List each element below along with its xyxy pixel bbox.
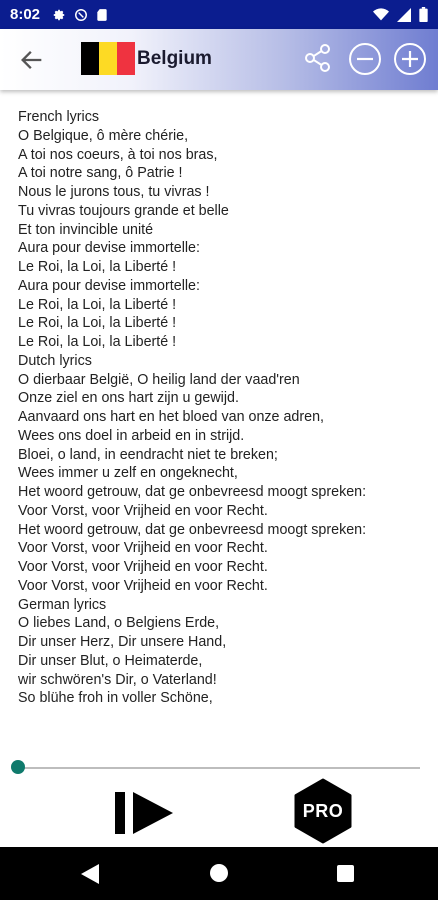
lyric-line: Wees immer u zelf en ongeknecht,	[18, 465, 238, 482]
back-arrow-icon[interactable]	[18, 46, 46, 74]
zoom-in-icon[interactable]	[393, 42, 427, 76]
progress-track[interactable]	[18, 767, 420, 769]
player-controls	[0, 777, 438, 847]
nav-back-icon[interactable]	[81, 864, 99, 884]
lyric-line: Onze ziel en ons hart zijn u gewijd.	[18, 390, 239, 407]
lyric-line: Nous le jurons tous, tu vivras !	[18, 184, 210, 200]
pro-button[interactable]	[292, 778, 354, 844]
lyric-line: Aura pour devise immortelle:	[18, 277, 200, 294]
lyric-line: Le Roi, la Loi, la Liberté !	[18, 296, 177, 313]
wifi-icon	[373, 8, 389, 22]
play-pause-icon[interactable]	[115, 792, 173, 834]
lyric-line: Tu vivras toujours grande et belle	[18, 202, 229, 219]
lyric-line: O Belgique, ô mère chérie,	[18, 127, 189, 144]
lyric-line: French lyrics	[18, 109, 100, 125]
lyric-line: Het woord getrouw, dat ge onbevreesd moogt spreken:	[18, 521, 367, 538]
lyric-line: Aura pour devise immortelle:	[18, 240, 200, 257]
lyric-line: Dir unser Herz, Dir unsere Hand,	[18, 634, 227, 650]
lyric-line: Bloei, o land, in eendracht niet te breken;	[18, 446, 278, 463]
lyric-line: Le Roi, la Loi, la Liberté !	[18, 259, 177, 275]
sd-card-icon	[96, 8, 108, 22]
lyric-line: Voor Vorst, voor Vrijheid en voor Recht.	[18, 502, 268, 519]
lyric-line: O liebes Land, o Belgiens Erde,	[18, 615, 220, 632]
lyric-line: Le Roi, la Loi, la Liberté !	[18, 315, 177, 332]
pro-label: PRO	[302, 800, 344, 821]
do-not-disturb-icon	[74, 8, 88, 22]
lyric-line: Voor Vorst, voor Vrijheid en voor Recht.	[18, 540, 268, 557]
lyric-line: O dierbaar België, O heilig land der vaad'ren	[18, 371, 300, 388]
app-bar	[0, 29, 438, 90]
lyric-line: Dir unser Blut, o Heimaterde,	[18, 652, 203, 669]
status-time: 8:02	[10, 6, 41, 23]
system-nav-bar	[0, 847, 438, 900]
gear-icon	[52, 8, 66, 22]
lyrics-text-area[interactable]	[0, 90, 438, 707]
lyric-line: Dutch lyrics	[18, 352, 92, 369]
nav-recents-icon[interactable]	[337, 865, 354, 882]
share-icon[interactable]	[302, 42, 334, 74]
nav-home-icon[interactable]	[210, 864, 228, 882]
lyric-line: Voor Vorst, voor Vrijheid en voor Recht.	[18, 559, 268, 575]
lyric-line: Wees ons doel in arbeid en in strijd.	[18, 427, 245, 444]
status-icons-right	[373, 7, 428, 22]
status-icons-left	[52, 8, 108, 22]
lyric-line: Het woord getrouw, dat ge onbevreesd moogt spreken:	[18, 484, 367, 500]
lyric-line: A toi notre sang, ô Patrie !	[18, 165, 183, 182]
lyric-line: Aanvaard ons hart en het bloed van onze adren,	[18, 409, 325, 425]
flag-stripe-red	[117, 42, 135, 75]
page-title: Belgium	[137, 48, 212, 69]
lyric-line: German lyrics	[18, 596, 107, 613]
signal-icon	[397, 8, 411, 22]
lyric-line: wir schwören's Dir, o Vaterland!	[18, 671, 217, 688]
belgium-flag	[81, 42, 135, 75]
lyric-line: Voor Vorst, voor Vrijheid en voor Recht.	[18, 577, 268, 594]
battery-icon	[419, 7, 428, 22]
lyric-line: Et ton invincible unité	[18, 221, 154, 238]
status-bar	[0, 0, 438, 29]
lyric-line: Le Roi, la Loi, la Liberté !	[18, 334, 177, 350]
zoom-out-icon[interactable]	[348, 42, 382, 76]
flag-stripe-black	[81, 42, 99, 75]
lyric-line: So blühe froh in voller Schöne,	[18, 690, 213, 707]
lyric-line: A toi nos coeurs, à toi nos bras,	[18, 146, 218, 163]
flag-stripe-yellow	[99, 42, 117, 75]
progress-thumb[interactable]	[11, 760, 25, 774]
